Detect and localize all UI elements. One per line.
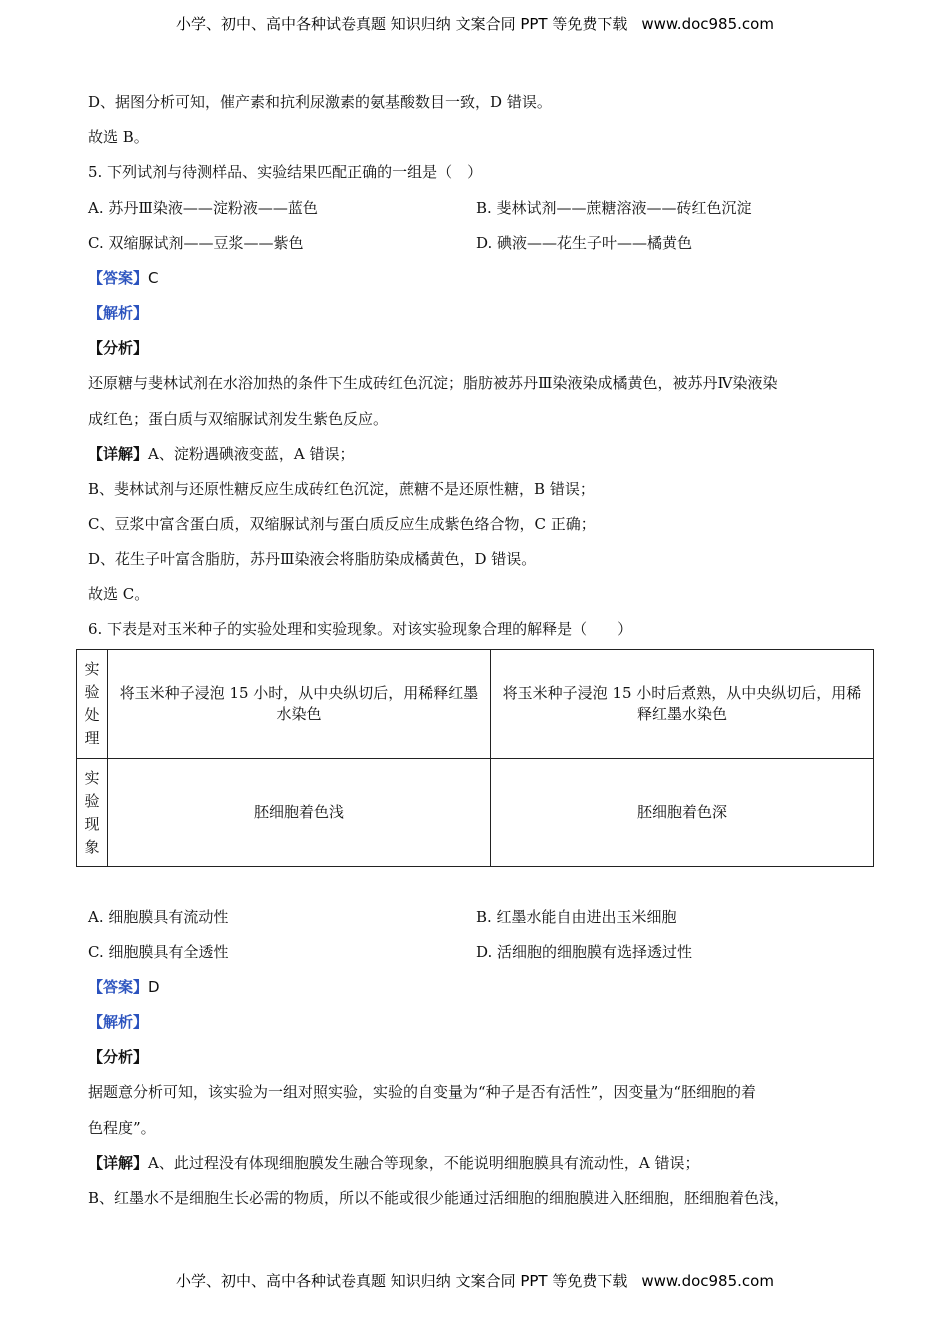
q6-fenxi-line1: 据题意分析可知，该实验为一组对照实验，实验的自变量为“种子是否有活性”，因变量为“胚细胞的着: [88, 1083, 757, 1101]
header-char: 验: [84, 791, 100, 810]
q5-option-a: A. 苏丹Ⅲ染液——淀粉液——蓝色: [88, 199, 318, 217]
header-site-link[interactable]: www.doc985.com: [641, 15, 774, 33]
q5-stem: 5. 下列试剂与待测样品、实验结果匹配正确的一组是（ ）: [88, 163, 483, 181]
prev-option-d-explanation: D、据图分析可知，催产素和抗利尿激素的氨基酸数目一致，D 错误。: [88, 93, 552, 111]
q5-fenxi-line1: 还原糖与斐林试剂在水浴加热的条件下生成砖红色沉淀；脂肪被苏丹Ⅲ染液染成橘黄色，被苏丹Ⅳ染液染: [88, 374, 778, 392]
q5-detail-d: D、花生子叶富含脂肪，苏丹Ⅲ染液会将脂肪染成橘黄色，D 错误。: [88, 550, 537, 568]
q5-detail-a: [88, 443, 354, 464]
table-cell-treatment-boiled: 将玉米种子浸泡 15 小时后煮熟，从中央纵切后，用稀释红墨水染色: [491, 650, 874, 759]
q5-answer: [88, 267, 159, 288]
q5-detail-c: C、豆浆中富含蛋白质，双缩脲试剂与蛋白质反应生成紫色络合物，C 正确；: [88, 515, 596, 533]
table-cell-phenomenon-boiled: 胚细胞着色深: [491, 759, 874, 867]
q6-detail-a-text: A、此过程没有体现细胞膜发生融合等现象，不能说明细胞膜具有流动性，A 错误；: [148, 1154, 700, 1172]
q6-detail-a: [88, 1152, 699, 1173]
q5-fenxi-label: 【分析】: [88, 339, 149, 357]
q6-answer: [88, 976, 160, 997]
header-char: 实: [84, 660, 100, 678]
q6-stem: 6. 下表是对玉米种子的实验处理和实验现象。对该实验现象合理的解释是（ ）: [88, 620, 633, 638]
q6-fenxi-heading: [88, 1046, 148, 1067]
q6-analysis-label: 【解析】: [88, 1013, 149, 1031]
footer-title: 小学、初中、高中各种试卷真题 知识归纳 文案合同 PPT 等免费下载: [176, 1272, 628, 1290]
q6-option-b: B. 红墨水能自由进出玉米细胞: [476, 908, 677, 926]
q5-conclusion: 故选 C。: [88, 585, 150, 603]
q5-analysis-label: 【解析】: [88, 304, 149, 322]
prev-conclusion: 故选 B。: [88, 128, 149, 146]
header-title: 小学、初中、高中各种试卷真题 知识归纳 文案合同 PPT 等免费下载: [176, 15, 628, 33]
q6-detail-b: B、红墨水不是细胞生长必需的物质，所以不能或很少能通过活细胞的细胞膜进入胚细胞，胚细胞着色浅，: [88, 1189, 790, 1207]
q6-option-d: D. 活细胞的细胞膜有选择透过性: [476, 943, 693, 961]
q5-option-d: D. 碘液——花生子叶——橘黄色: [476, 234, 693, 252]
q6-detail-label: 【详解】: [88, 1154, 149, 1172]
q5-answer-value: C: [148, 269, 159, 287]
header-char: 象: [84, 837, 100, 856]
q6-option-c: C. 细胞膜具有全透性: [88, 943, 229, 961]
experiment-table: [76, 649, 874, 867]
q5-detail-label: 【详解】: [88, 445, 149, 463]
q5-answer-tag: 【答案】: [88, 269, 149, 287]
header-char: 理: [84, 729, 100, 747]
q5-fenxi-heading: [88, 337, 148, 358]
q6-option-a: A. 细胞膜具有流动性: [88, 908, 229, 926]
page-header-banner: [0, 13, 950, 34]
q5-analysis-tag: [88, 302, 148, 323]
q6-analysis-tag: [88, 1011, 148, 1032]
header-char: 处: [84, 706, 100, 724]
table-cell-treatment-live: 将玉米种子浸泡 15 小时，从中央纵切后，用稀释红墨水染色: [108, 650, 491, 759]
table-header-phenomenon: [77, 759, 108, 867]
q5-detail-a-text: A、淀粉遇碘液变蓝，A 错误；: [148, 445, 355, 463]
header-char: 验: [84, 683, 100, 701]
page-footer-banner: [0, 1270, 950, 1291]
header-char: 实: [84, 768, 100, 787]
q5-option-c: C. 双缩脲试剂——豆浆——紫色: [88, 234, 304, 252]
table-cell-phenomenon-live: 胚细胞着色浅: [108, 759, 491, 867]
q5-detail-b: B、斐林试剂与还原性糖反应生成砖红色沉淀，蔗糖不是还原性糖，B 错误；: [88, 480, 595, 498]
q5-option-b: B. 斐林试剂——蔗糖溶液——砖红色沉淀: [476, 199, 752, 217]
header-char: 现: [84, 814, 100, 833]
table-header-treatment: [77, 650, 108, 759]
table-row-phenomenon: [77, 759, 874, 867]
q5-fenxi-line2: 成红色；蛋白质与双缩脲试剂发生紫色反应。: [88, 410, 389, 428]
table-row-treatment: [77, 650, 874, 759]
q6-fenxi-label: 【分析】: [88, 1048, 149, 1066]
q6-fenxi-line2: 色程度”。: [88, 1119, 156, 1137]
footer-site-link[interactable]: www.doc985.com: [641, 1272, 774, 1290]
q6-answer-tag: 【答案】: [88, 978, 149, 996]
q6-answer-value: D: [148, 978, 160, 996]
